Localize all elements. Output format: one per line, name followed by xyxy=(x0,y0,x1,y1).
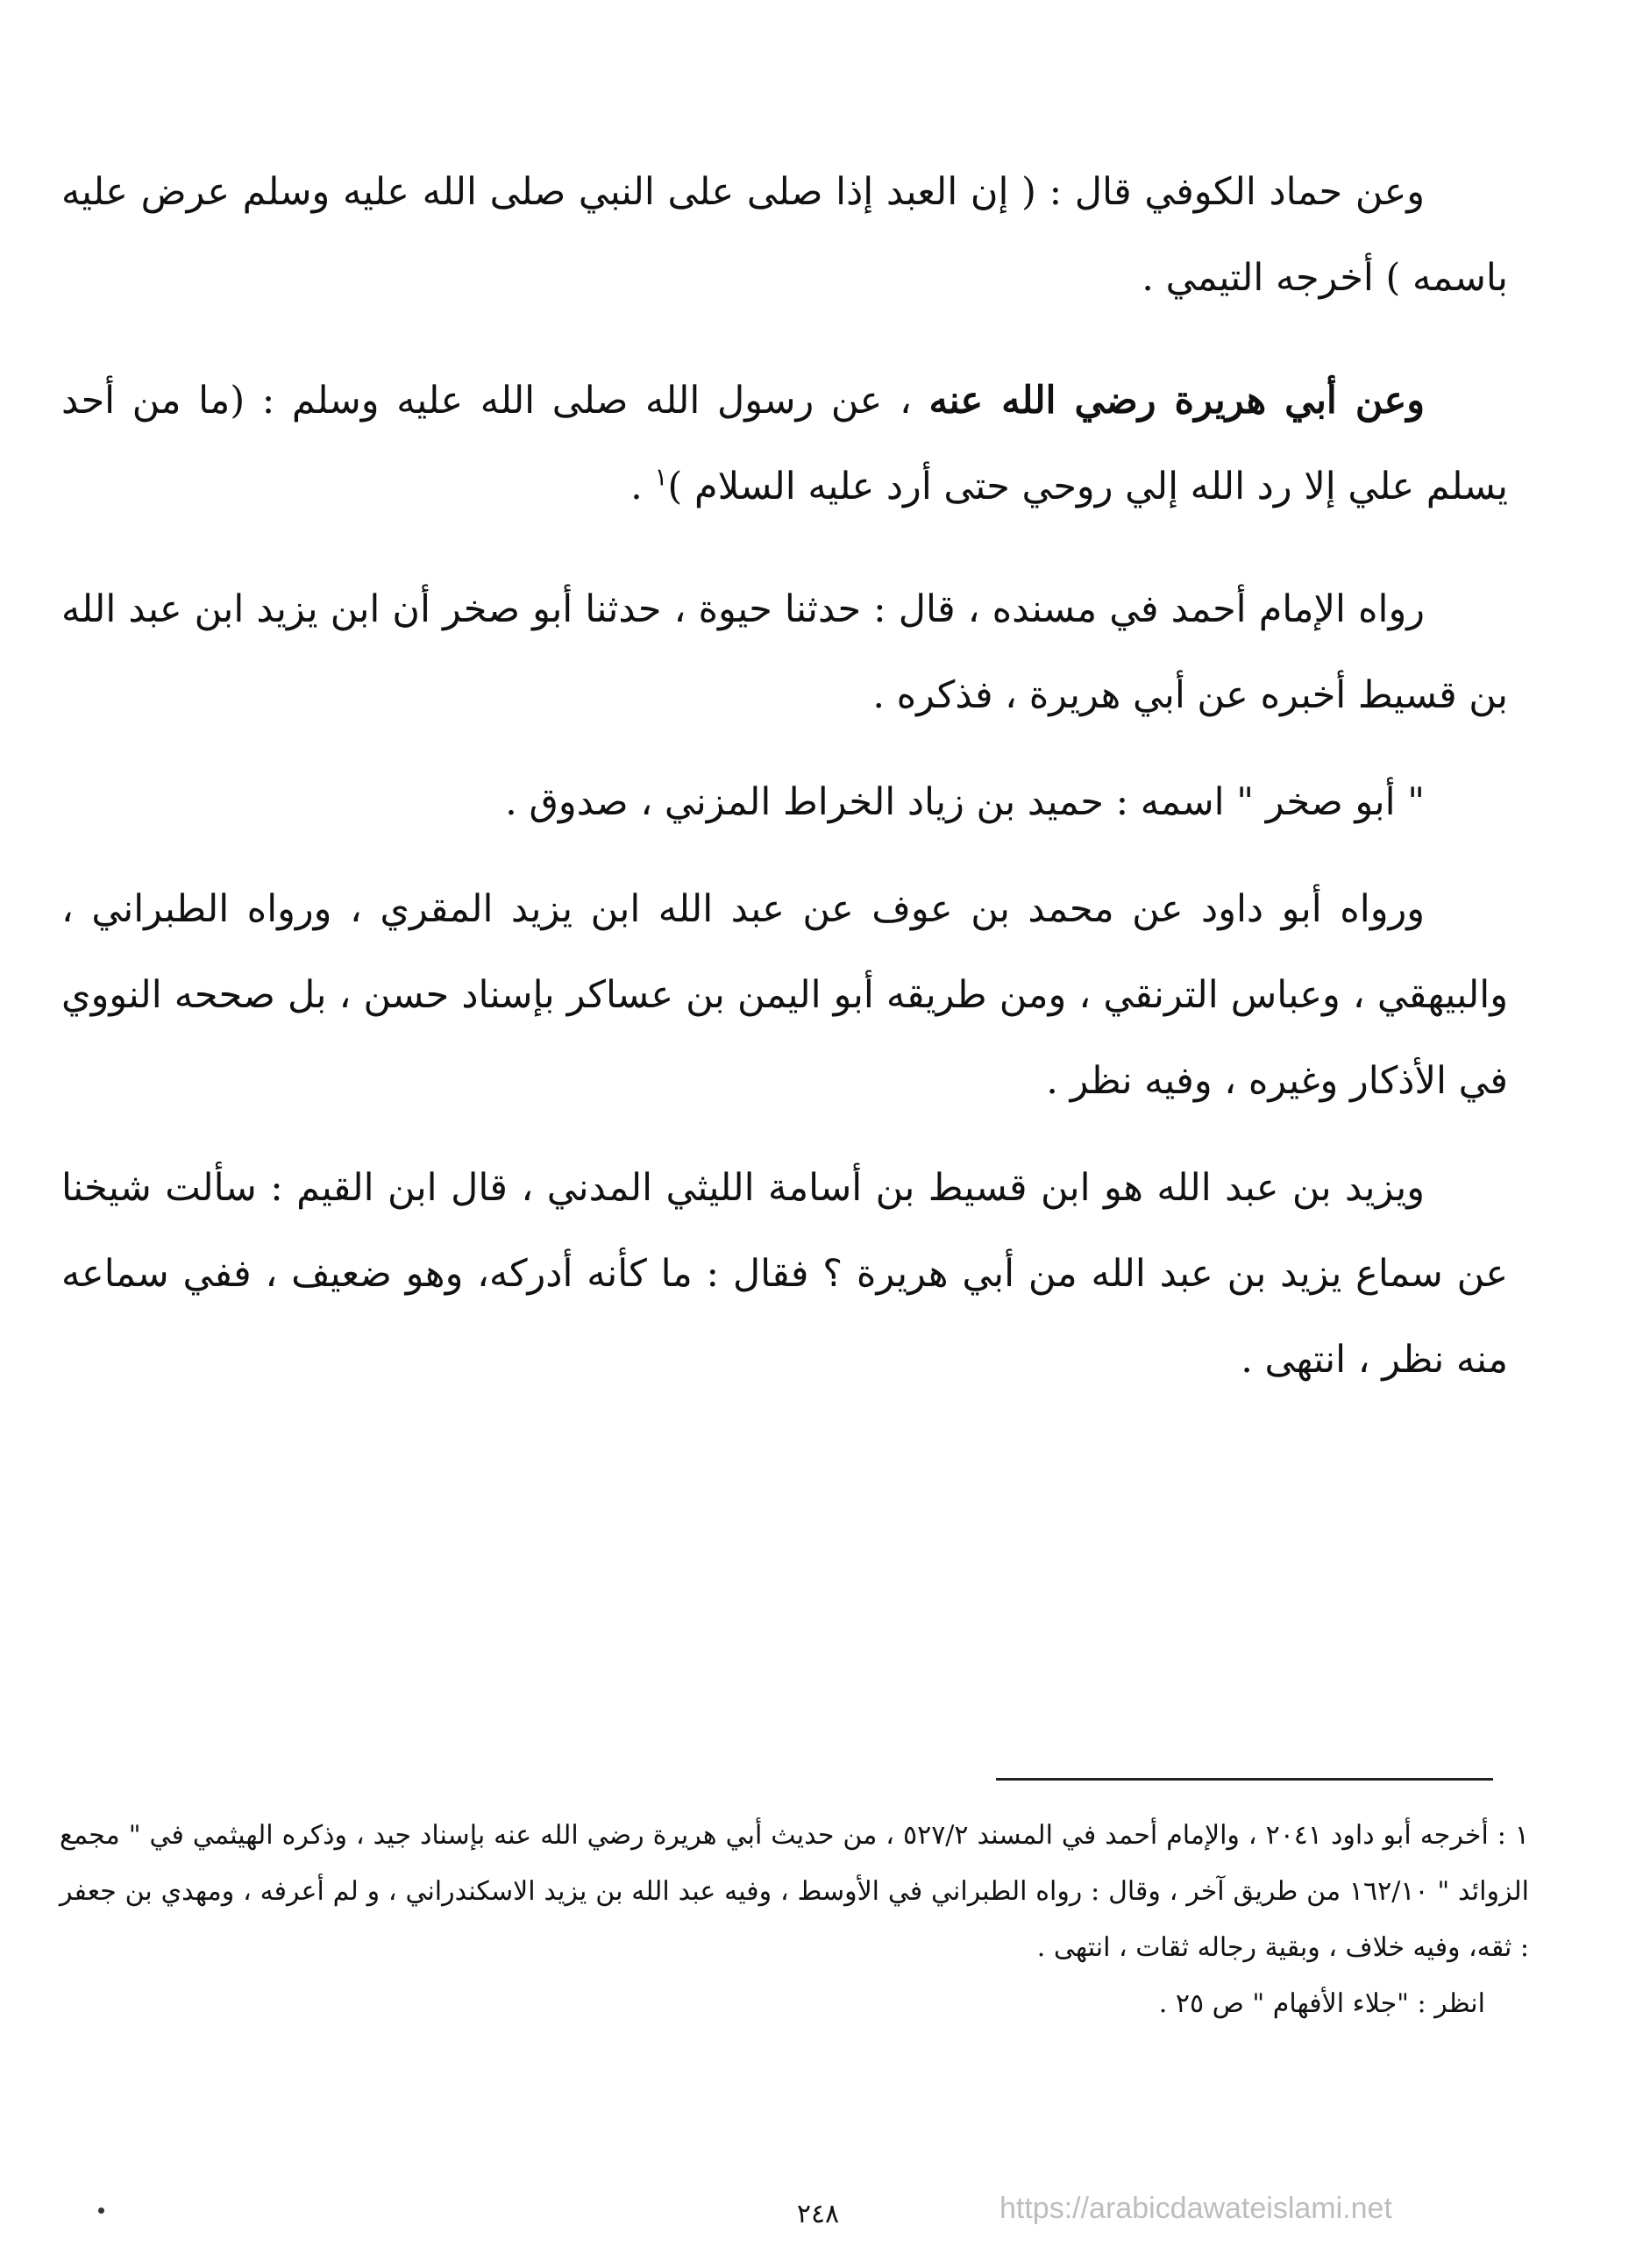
footnote-ref-1[interactable]: ١ xyxy=(654,462,668,492)
paragraph-abu-hurayra-hadith xyxy=(61,358,1508,530)
footnote-see-also: انظر : "جلاء الأفهام " ص ٢٥ . xyxy=(1158,1988,1485,2019)
hadith-end: . xyxy=(630,465,655,508)
paragraph-ahmad-musnad: رواه الإمام أحمد في مسنده ، قال : حدثنا حيوة ، حدثنا أبو صخر أن ابن يزيد ابن عبد الله بن قسيط أخبره عن أبي هريرة ، فذكره . xyxy=(61,587,1508,717)
paragraph-abu-sakhr: " أبو صخر " اسمه : حميد بن زياد الخراط المزني ، صدوق . xyxy=(505,780,1425,824)
footnote-separator xyxy=(996,1778,1493,1781)
hadith-text: ، عن رسول الله صلى الله عليه وسلم : (ما من أحد يسلم علي إلا رد الله إلي روحي حتى أرد عليه السلام ) xyxy=(61,379,1508,508)
paragraph-abu-dawud: ورواه أبو داود عن محمد بن عوف عن عبد الله ابن يزيد المقري ، ورواه الطبراني ، والبيهقي ، وعباس الترنقي ، ومن طريقه أبو اليمن بن عساكر بإسناد حسن ، بل صححه النووي في الأذكار وغيره ، وفيه نظر . xyxy=(61,887,1508,1103)
scan-speck xyxy=(98,2208,104,2214)
body-text xyxy=(61,149,1508,1403)
paragraph-hammad: وعن حماد الكوفي قال : ( إن العبد إذا صلى على النبي صلى الله عليه وسلم عرض عليه باسمه ) أخرجه التيمي . xyxy=(61,170,1508,300)
footnotes xyxy=(60,1808,1529,2032)
footnote-1: ١ : أخرجه أبو داود ٢٠٤١ ، والإمام أحمد في المسند ٥٢٧/٢ ، من حديث أبي هريرة رضي الله عنه بإسناد جيد ، وذكره الهيثمي في " مجمع الزوائد " ١٦٢/١٠ من طريق آخر ، وقال : رواه الطبراني في الأوسط ، وفيه عبد الله بن يزيد الاسكندراني ، و لم أعرفه ، ومهدي بن جعفر : ثقه، وفيه خلاف ، وبقية رجاله ثقات ، انتهى . xyxy=(60,1820,1529,1963)
paragraph-yazid: ويزيد بن عبد الله هو ابن قسيط بن أسامة الليثي المدني ، قال ابن القيم : سألت شيخنا عن سماع يزيد بن عبد الله من أبي هريرة ؟ فقال : ما كأنه أدركه، وهو ضعيف ، ففي سماعه منه نظر ، انتهى . xyxy=(61,1166,1508,1382)
watermark-url: https://arabicdawateislami.net xyxy=(999,2192,1392,2225)
narrator-bold: وعن أبي هريرة رضي الله عنه xyxy=(928,379,1425,423)
page-number: ٢٤٨ xyxy=(796,2199,840,2229)
